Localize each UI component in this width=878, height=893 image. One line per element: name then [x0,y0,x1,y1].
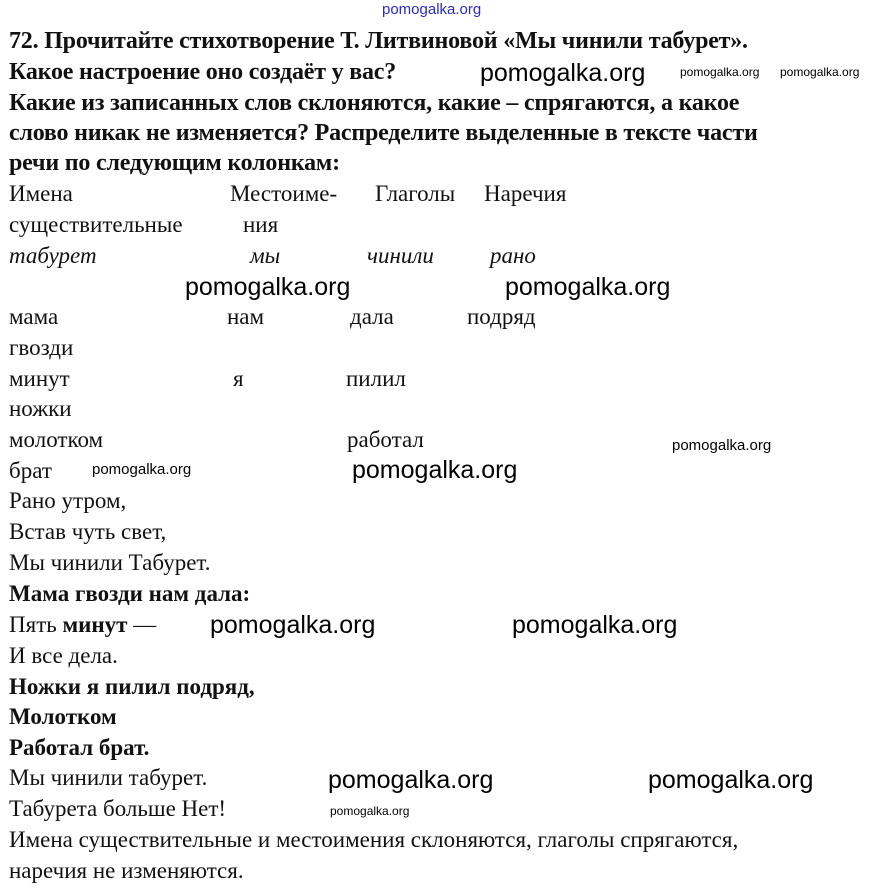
task-line: Какие из записанных слов склоняются, какие – спрягаются, а какое [9,90,740,116]
table-cell: я [233,366,244,391]
watermark: pomogalka.org [672,437,772,454]
task-line: слово никак не изменяется? Распределите выделенные в тексте части [9,120,758,146]
column-header: Глаголы [375,181,456,206]
poem-line: И все дела. [9,643,118,668]
poem-line: Мы чинили Табурет. [9,550,211,575]
poem-line: Мы чинили табурет. [9,765,208,790]
poem-highlight: минут [62,612,128,637]
watermark: pomogalka.org [480,59,646,87]
table-cell: нам [227,304,265,329]
watermark: pomogalka.org [680,65,760,79]
poem-line: Молотком [9,704,117,729]
task-line: речи по следующим колонкам: [9,150,340,176]
column-header: Наречия [484,181,567,206]
table-cell: молотком [9,427,104,452]
table-cell: подряд [467,304,536,329]
table-cell: гвозди [9,335,74,360]
watermark: pomogalka.org [648,766,814,794]
conclusion-line: Имена существительные и местоимения склоняются, глаголы спрягаются, [9,827,739,852]
table-cell: ножки [9,396,72,421]
table-cell: работал [347,427,424,452]
poem-line [9,611,156,639]
watermark: pomogalka.org [505,273,671,301]
watermark: pomogalka.org [512,611,678,639]
column-header: Местоиме- [230,181,338,206]
poem-text: Пять [9,612,63,637]
table-cell: мама [9,304,59,329]
column-header: Имена [9,181,73,206]
table-cell: чинили [367,243,434,268]
table-cell: мы [250,243,281,268]
table-cell: табурет [9,243,97,268]
poem-line: Работал брат. [9,735,150,760]
table-cell: брат [9,458,52,483]
column-header: ния [243,212,279,237]
watermark: pomogalka.org [382,1,482,18]
task-line: Какое настроение оно создаёт у вас? [9,59,397,85]
conclusion-line: наречия не изменяются. [9,858,244,883]
table-cell: минут [9,366,70,391]
poem-text: — [127,612,157,637]
poem-line: Ножки я пилил подряд, [9,674,255,699]
poem-line: Рано утром, [9,488,127,513]
table-cell: пилил [346,366,406,391]
watermark: pomogalka.org [92,461,192,478]
table-cell: дала [350,304,394,329]
watermark: pomogalka.org [780,65,860,79]
watermark: pomogalka.org [330,804,410,818]
task-line: 72. Прочитайте стихотворение Т. Литвиновой «Мы чинили табурет». [9,28,748,54]
watermark: pomogalka.org [210,611,376,639]
poem-line: Табурета больше Нет! [9,796,227,821]
watermark: pomogalka.org [352,456,518,484]
watermark: pomogalka.org [328,766,494,794]
poem-line: Встав чуть свет, [9,519,167,544]
poem-line: Мама гвозди нам дала: [9,581,251,606]
watermark: pomogalka.org [185,273,351,301]
column-header: существительные [9,212,183,237]
table-cell: рано [490,243,536,268]
